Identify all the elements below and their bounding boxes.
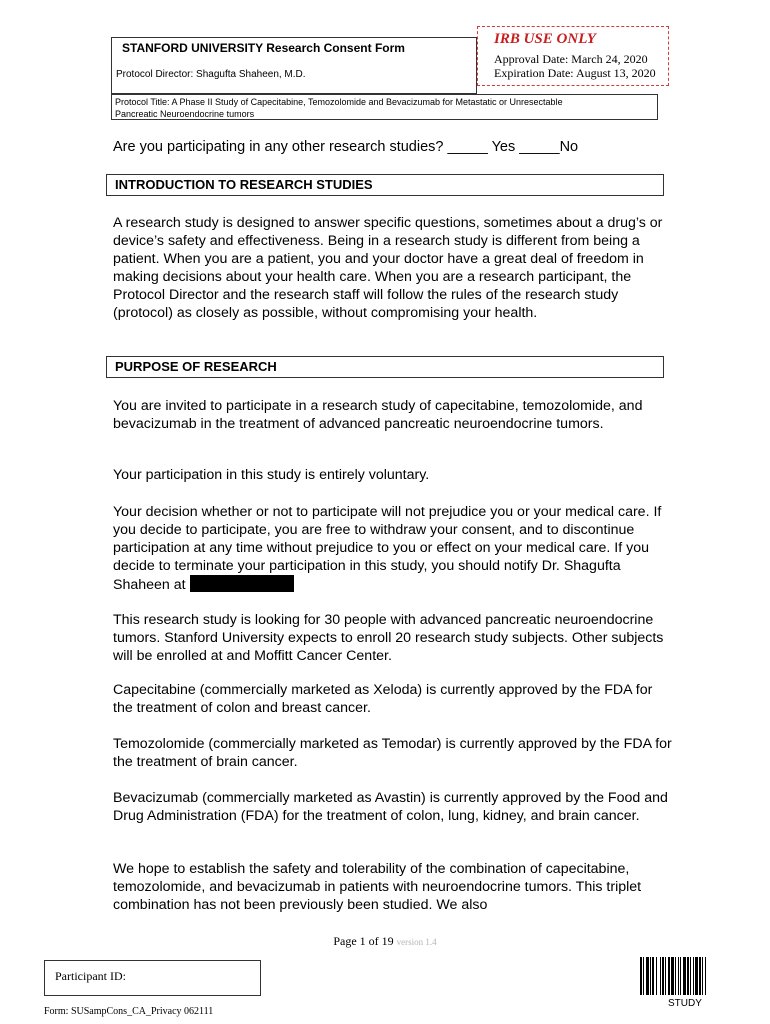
barcode-bar [690,957,691,995]
irb-expiration-date: Expiration Date: August 13, 2020 [494,66,656,80]
barcode-bar [646,957,649,995]
purpose-paragraph-1: You are invited to participate in a research study of capecitabine, temozolomide, and bevacizumab in the treatment of advanced pancreatic neuroendocrine tumors. [113,398,643,432]
form-title: STANFORD UNIVERSITY Research Consent Form [122,41,405,55]
purpose-paragraph-2: Your participation in this study is entirely voluntary. [113,467,430,483]
barcode-bar [652,957,654,995]
barcode-bar [699,957,701,995]
barcode-bar [671,957,674,995]
barcode-bar [660,957,661,995]
consent-form-header [111,37,477,94]
participant-id-label: Participant ID: [55,969,126,983]
irb-use-only-stamp [477,26,669,86]
study-barcode [640,957,730,995]
purpose-paragraph-4: This research study is looking for 30 people with advanced pancreatic neuroendocrine tumors. Stanford University expects to enroll 20 research study subjects. Other subjects will be enrolled at and Moffitt Cancer Center. [113,612,664,664]
protocol-director: Protocol Director: Shagufta Shaheen, M.D. [116,69,306,80]
barcode-bar [650,957,651,995]
purpose-paragraph-6: Temozolomide (commercially marketed as Temodar) is currently approved by the FDA for the treatment of brain cancer. [113,736,672,770]
barcode-bar [640,957,642,995]
barcode-bar [705,957,706,995]
protocol-title-line-2: Pancreatic Neuroendocrine tumors [115,109,255,119]
barcode-bar [687,957,689,995]
protocol-title-line-1: Protocol Title: A Phase II Study of Capecitabine, Temozolomide and Bevacizumab for Metastatic or Unresectable [115,97,563,107]
barcode-bar [643,957,644,995]
study-label: STUDY [668,998,702,1009]
barcode-bar [678,957,679,995]
other-studies-question: Are you participating in any other research studies? _____ Yes _____No [113,139,579,155]
section-heading-introduction: INTRODUCTION TO RESEARCH STUDIES [106,174,664,196]
participant-id-box [44,960,261,996]
purpose-paragraph-7: Bevacizumab (commercially marketed as Avastin) is currently approved by the Food and Drug Administration (FDA) for the treatment of colon, lung, kidney, and brain cancer. [113,790,668,824]
irb-title: IRB USE ONLY [494,31,596,47]
barcode-bar [683,957,686,995]
barcode-bar [702,957,703,995]
redacted-contact [190,575,294,592]
irb-approval-date: Approval Date: March 24, 2020 [494,52,648,66]
barcode-bar [675,957,676,995]
protocol-title [111,94,658,120]
page-count: Page 1 of 19 [333,934,394,948]
barcode-bar [665,957,666,995]
barcode-bar [656,957,657,995]
barcode-bar [668,957,670,995]
page-number [0,934,770,949]
section-heading-purpose: PURPOSE OF RESEARCH [106,356,664,378]
barcode-bar [680,957,681,995]
purpose-paragraph-8: We hope to establish the safety and tolerability of the combination of capecitabine, temozolomide, and bevacizumab in patients with neuroendocrine tumors. This triplet combination has not been previously been studied. We also [113,861,642,913]
barcode-bar [695,957,698,995]
purpose-paragraph-5: Capecitabine (commercially marketed as Xeloda) is currently approved by the FDA for the treatment of colon and breast cancer. [113,682,653,716]
barcode-bar [662,957,664,995]
purpose-paragraph-3 [113,503,673,594]
version-label: version 1.4 [396,937,437,947]
barcode-bar [693,957,694,995]
intro-paragraph: A research study is designed to answer specific questions, sometimes about a drug’s or device’s safety and effectiveness. Being in a research study is different from being a patient. When you are a patient, you and your doctor have a great deal of freedom in making decisions about your health care. When you are a research participant, the Protocol Director and the research staff will follow the rules of the research study (protocol) as closely as possible, without compromising your health. [113,215,663,321]
withdrawal-text: Your decision whether or not to participate will not prejudice you or your medical care. If you decide to participate, you are free to withdraw your consent, and to discontinue participation at any time without prejudice to you or effect on your medical care. If you decide to terminate your participation in this study, you should notify Dr. Shagufta Shaheen at [113,504,662,593]
form-identifier: Form: SUSampCons_CA_Privacy 062111 [44,1006,214,1017]
